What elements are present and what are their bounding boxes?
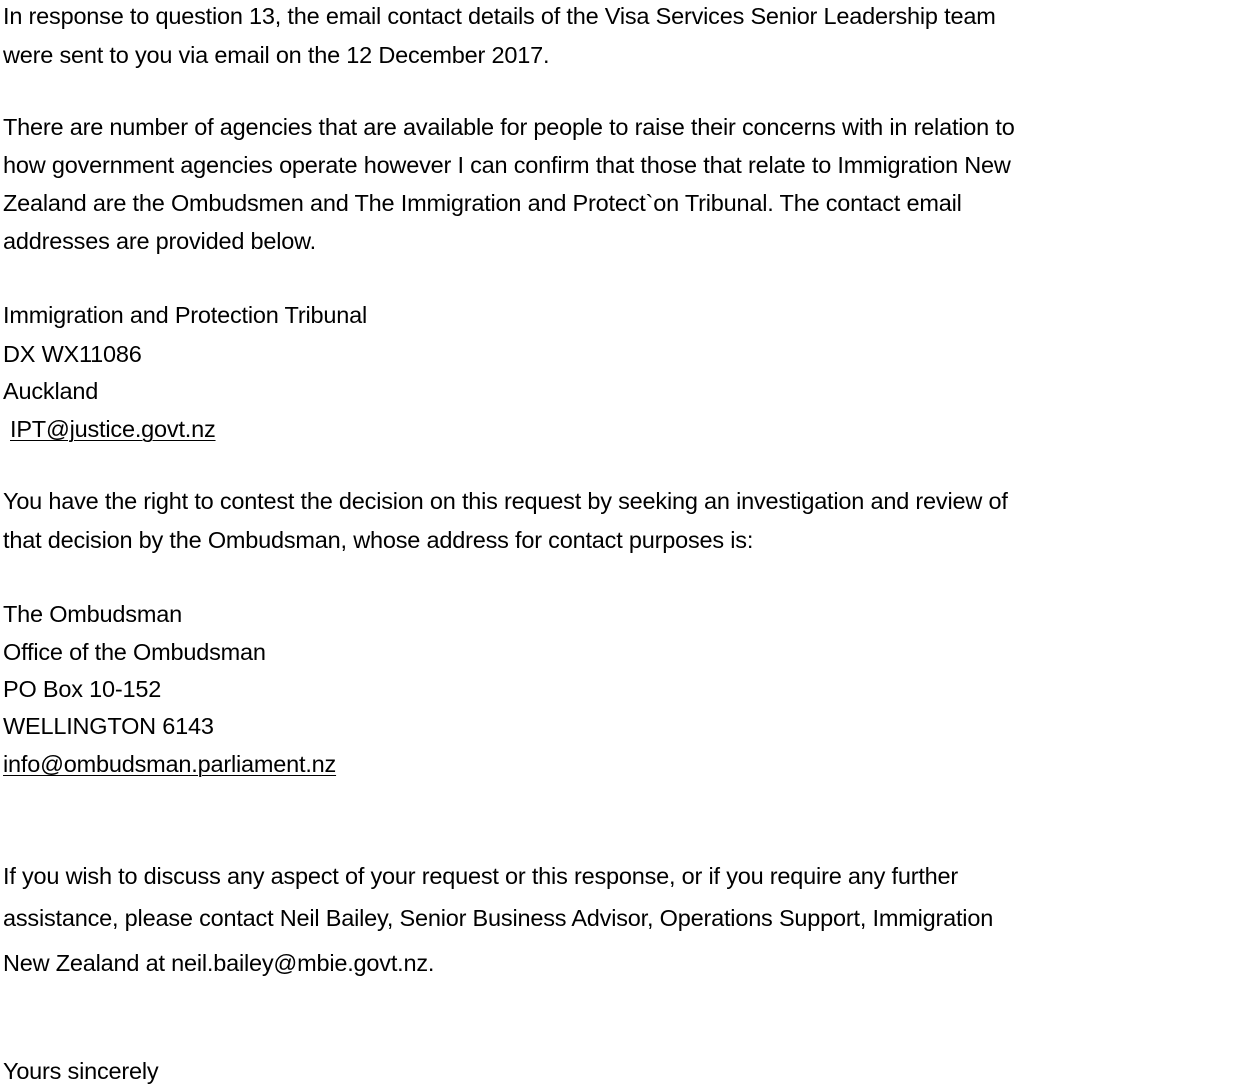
paragraph-line: were sent to you via email on the 12 December 2017. — [3, 42, 550, 68]
paragraph-line: In response to question 13, the email contact details of the Visa Services Senior Leadership team — [3, 3, 996, 29]
tribunal-name: Immigration and Protection Tribunal — [3, 302, 367, 328]
ombudsman-po-box: PO Box 10-152 — [3, 676, 162, 702]
ombudsman-name: The Ombudsman — [3, 601, 182, 627]
paragraph-line: addresses are provided below. — [3, 228, 316, 254]
paragraph-line: Zealand are the Ombudsmen and The Immigration and Protect`on Tribunal. The contact email — [3, 190, 962, 216]
tribunal-city: Auckland — [3, 378, 99, 404]
paragraph-line: how government agencies operate however I can confirm that those that relate to Immigration New — [3, 152, 1011, 178]
paragraph-line: assistance, please contact Neil Bailey, Senior Business Advisor, Operations Support, Immigration — [3, 905, 994, 931]
paragraph-line: There are number of agencies that are available for people to raise their concerns with in relation to — [3, 114, 1015, 140]
paragraph-line: If you wish to discuss any aspect of your request or this response, or if you require any further — [3, 863, 959, 889]
ombudsman-email-link[interactable]: info@ombudsman.parliament.nz — [3, 751, 337, 777]
paragraph-line: that decision by the Ombudsman, whose address for contact purposes is: — [3, 527, 754, 553]
closing-salutation: Yours sincerely — [3, 1058, 159, 1084]
ombudsman-office: Office of the Ombudsman — [3, 639, 266, 665]
tribunal-dx: DX WX11086 — [3, 341, 142, 367]
paragraph-line: You have the right to contest the decision on this request by seeking an investigation and review of — [3, 488, 1008, 514]
paragraph-line: New Zealand at neil.bailey@mbie.govt.nz. — [3, 950, 435, 976]
ombudsman-city: WELLINGTON 6143 — [3, 713, 214, 739]
tribunal-email-link[interactable]: IPT@justice.govt.nz — [10, 416, 216, 442]
